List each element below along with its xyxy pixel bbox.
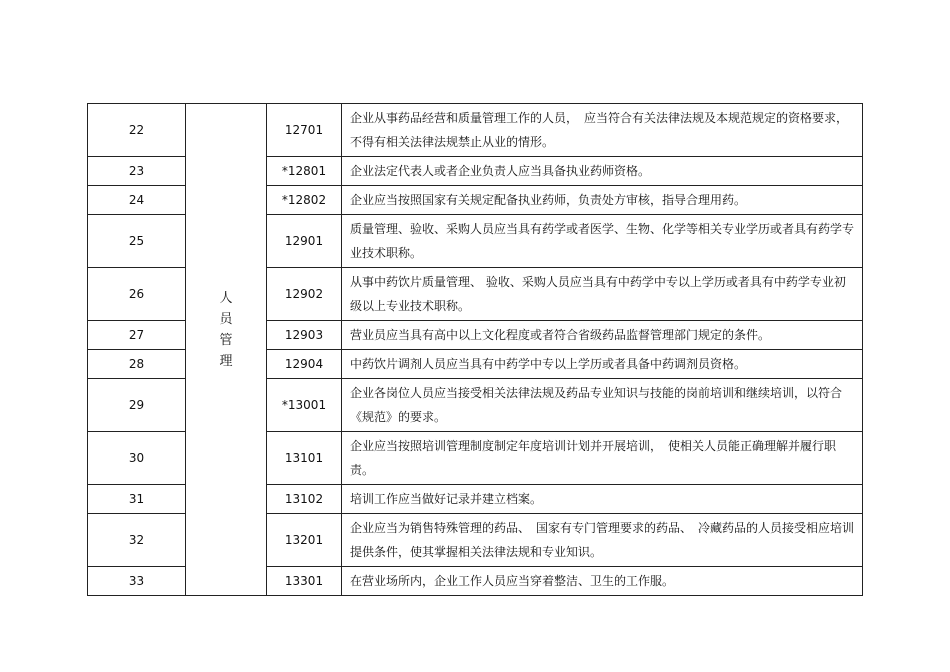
item-code: 13102 [267,485,342,514]
row-number: 25 [88,215,186,268]
regulation-table [87,103,863,596]
item-description: 中药饮片调剂人员应当具有中药学中专以上学历或者具备中药调剂员资格。 [342,350,863,379]
row-number: 31 [88,485,186,514]
item-code: 12902 [267,268,342,321]
item-code: 12904 [267,350,342,379]
item-code: 12901 [267,215,342,268]
item-code: *12802 [267,186,342,215]
item-code: *12801 [267,157,342,186]
row-number: 28 [88,350,186,379]
row-number: 22 [88,104,186,157]
category-label: 人员管理 [219,290,233,369]
item-description: 从事中药饮片质量管理、 验收、采购人员应当具有中药学中专以上学历或者具有中药学专业初级以上专业技术职称。 [342,268,863,321]
category-cell [186,104,267,596]
item-description: 企业法定代表人或者企业负责人应当具备执业药师资格。 [342,157,863,186]
item-code: 13201 [267,514,342,567]
table-row [88,104,863,157]
item-code: 13101 [267,432,342,485]
row-number: 27 [88,321,186,350]
row-number: 30 [88,432,186,485]
item-description: 营业员应当具有高中以上文化程度或者符合省级药品监督管理部门规定的条件。 [342,321,863,350]
row-number: 32 [88,514,186,567]
item-description: 企业各岗位人员应当接受相关法律法规及药品专业知识与技能的岗前培训和继续培训，以符合《规范》的要求。 [342,379,863,432]
item-description: 企业应当为销售特殊管理的药品、 国家有专门管理要求的药品、 冷藏药品的人员接受相应培训提供条件，使其掌握相关法律法规和专业知识。 [342,514,863,567]
row-number: 29 [88,379,186,432]
item-code: 12701 [267,104,342,157]
item-description: 企业应当按照国家有关规定配备执业药师，负责处方审核，指导合理用药。 [342,186,863,215]
item-description: 企业从事药品经营和质量管理工作的人员， 应当符合有关法律法规及本规范规定的资格要求，不得有相关法律法规禁止从业的情形。 [342,104,863,157]
item-code: *13001 [267,379,342,432]
item-code: 12903 [267,321,342,350]
row-number: 33 [88,567,186,596]
row-number: 26 [88,268,186,321]
item-description: 企业应当按照培训管理制度制定年度培训计划并开展培训， 使相关人员能正确理解并履行职责。 [342,432,863,485]
row-number: 24 [88,186,186,215]
item-code: 13301 [267,567,342,596]
row-number: 23 [88,157,186,186]
item-description: 培训工作应当做好记录并建立档案。 [342,485,863,514]
item-description: 在营业场所内，企业工作人员应当穿着整洁、卫生的工作服。 [342,567,863,596]
item-description: 质量管理、验收、采购人员应当具有药学或者医学、生物、化学等相关专业学历或者具有药学专业技术职称。 [342,215,863,268]
